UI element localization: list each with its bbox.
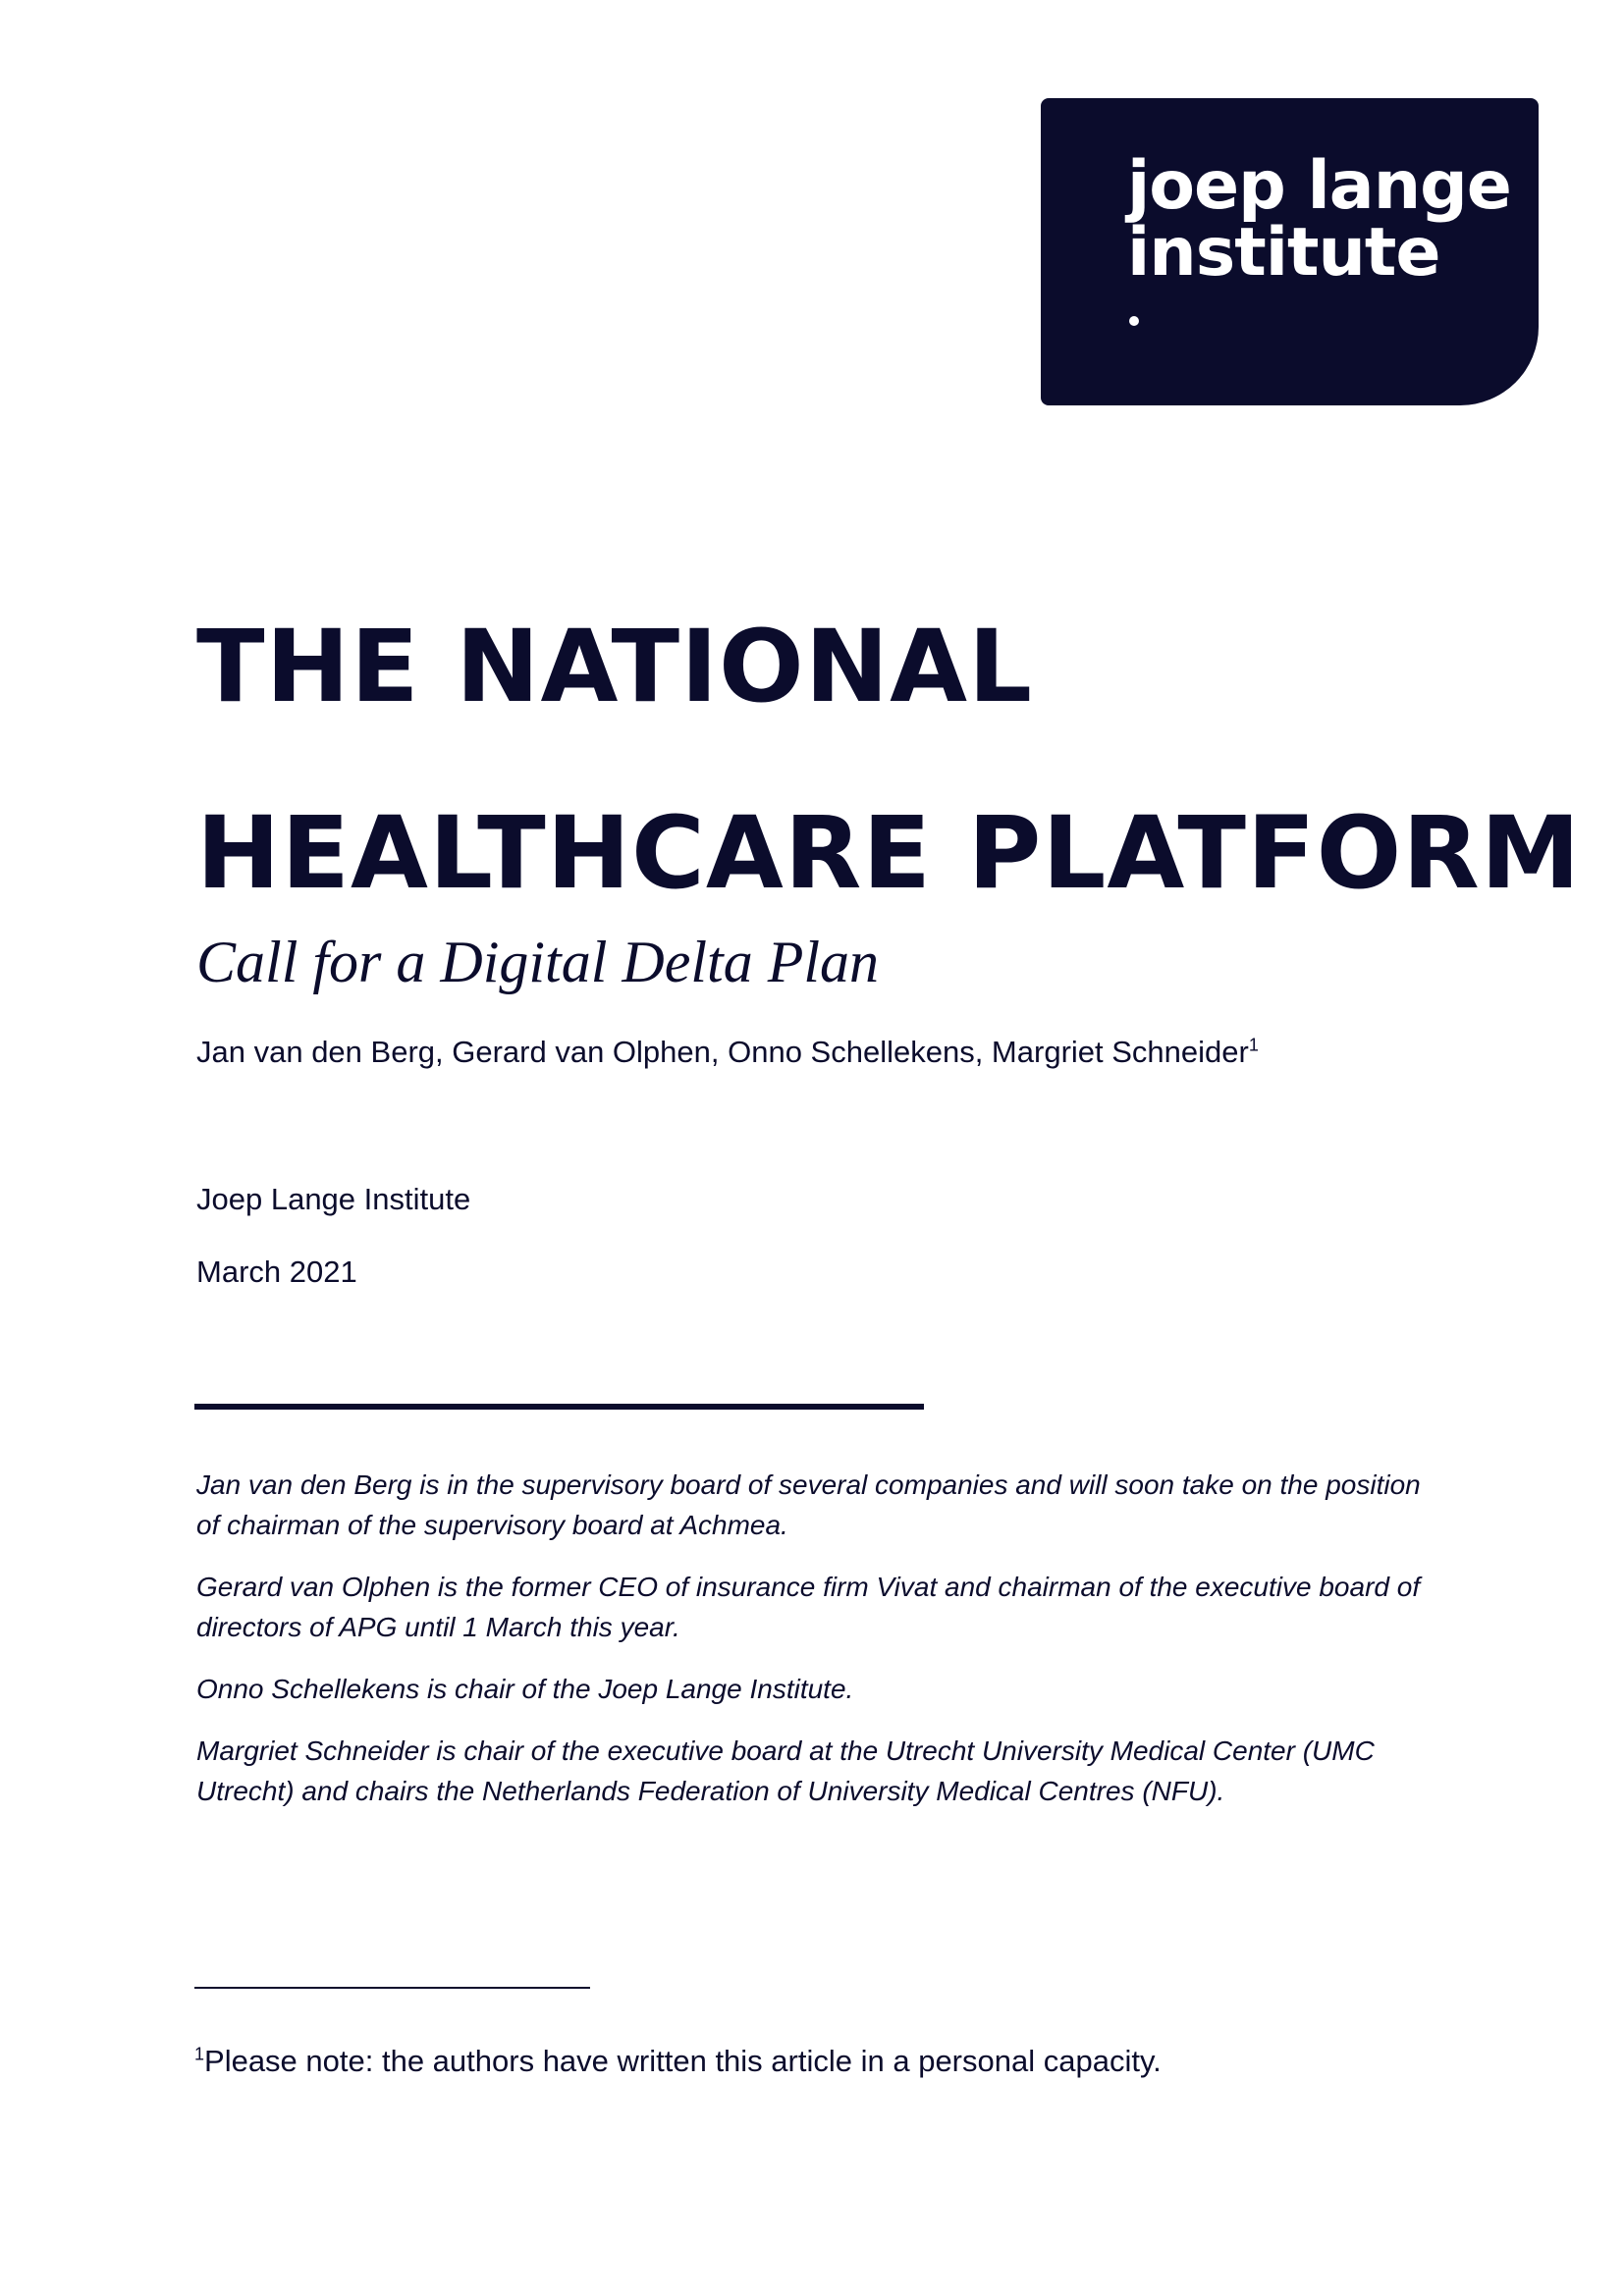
bio-schellekens: Onno Schellekens is chair of the Joep Lange Institute. [196,1674,854,1704]
author-bios [196,1465,1434,1833]
authors-footnote-ref: 1 [1248,1035,1259,1055]
logo-wordmark [1127,147,1511,292]
section-divider [194,1404,924,1410]
footnote-marker: 1 [194,2044,205,2064]
bio-van-den-berg: Jan van den Berg is in the supervisory board of several companies and will soon take on the position of chairman of the supervisory board at Achmea. [196,1469,1421,1540]
logo-line-1: joep lange [1127,147,1511,225]
authors-names: Jan van den Berg, Gerard van Olphen, Onno Schellekens, Margriet Schneider [196,1035,1249,1069]
publication-date: March 2021 [196,1255,357,1289]
footnote [194,2042,1162,2081]
logo-dot-icon [1129,316,1139,326]
footnote-text: Please note: the authors have written this article in a personal capacity. [204,2044,1162,2078]
subtitle: Call for a Digital Delta Plan [196,930,880,994]
logo [1041,98,1539,405]
title-line-1: THE NATIONAL [196,609,1034,725]
authors-line [196,1033,1259,1072]
bio-schneider: Margriet Schneider is chair of the executive board at the Utrecht University Medical Center (UMC Utrecht) and chairs the Netherlands Federation of University Medical Centres (NFU). [196,1735,1375,1806]
title-line-2: HEALTHCARE PLATFORM [196,795,1582,912]
organization: Joep Lange Institute [196,1182,471,1216]
bio-van-olphen: Gerard van Olphen is the former CEO of insurance firm Vivat and chairman of the executive board of directors of APG until 1 March this year. [196,1572,1421,1642]
page-title [196,574,1582,947]
logo-line-2: institute [1127,214,1440,292]
footnote-divider [194,1987,590,1989]
